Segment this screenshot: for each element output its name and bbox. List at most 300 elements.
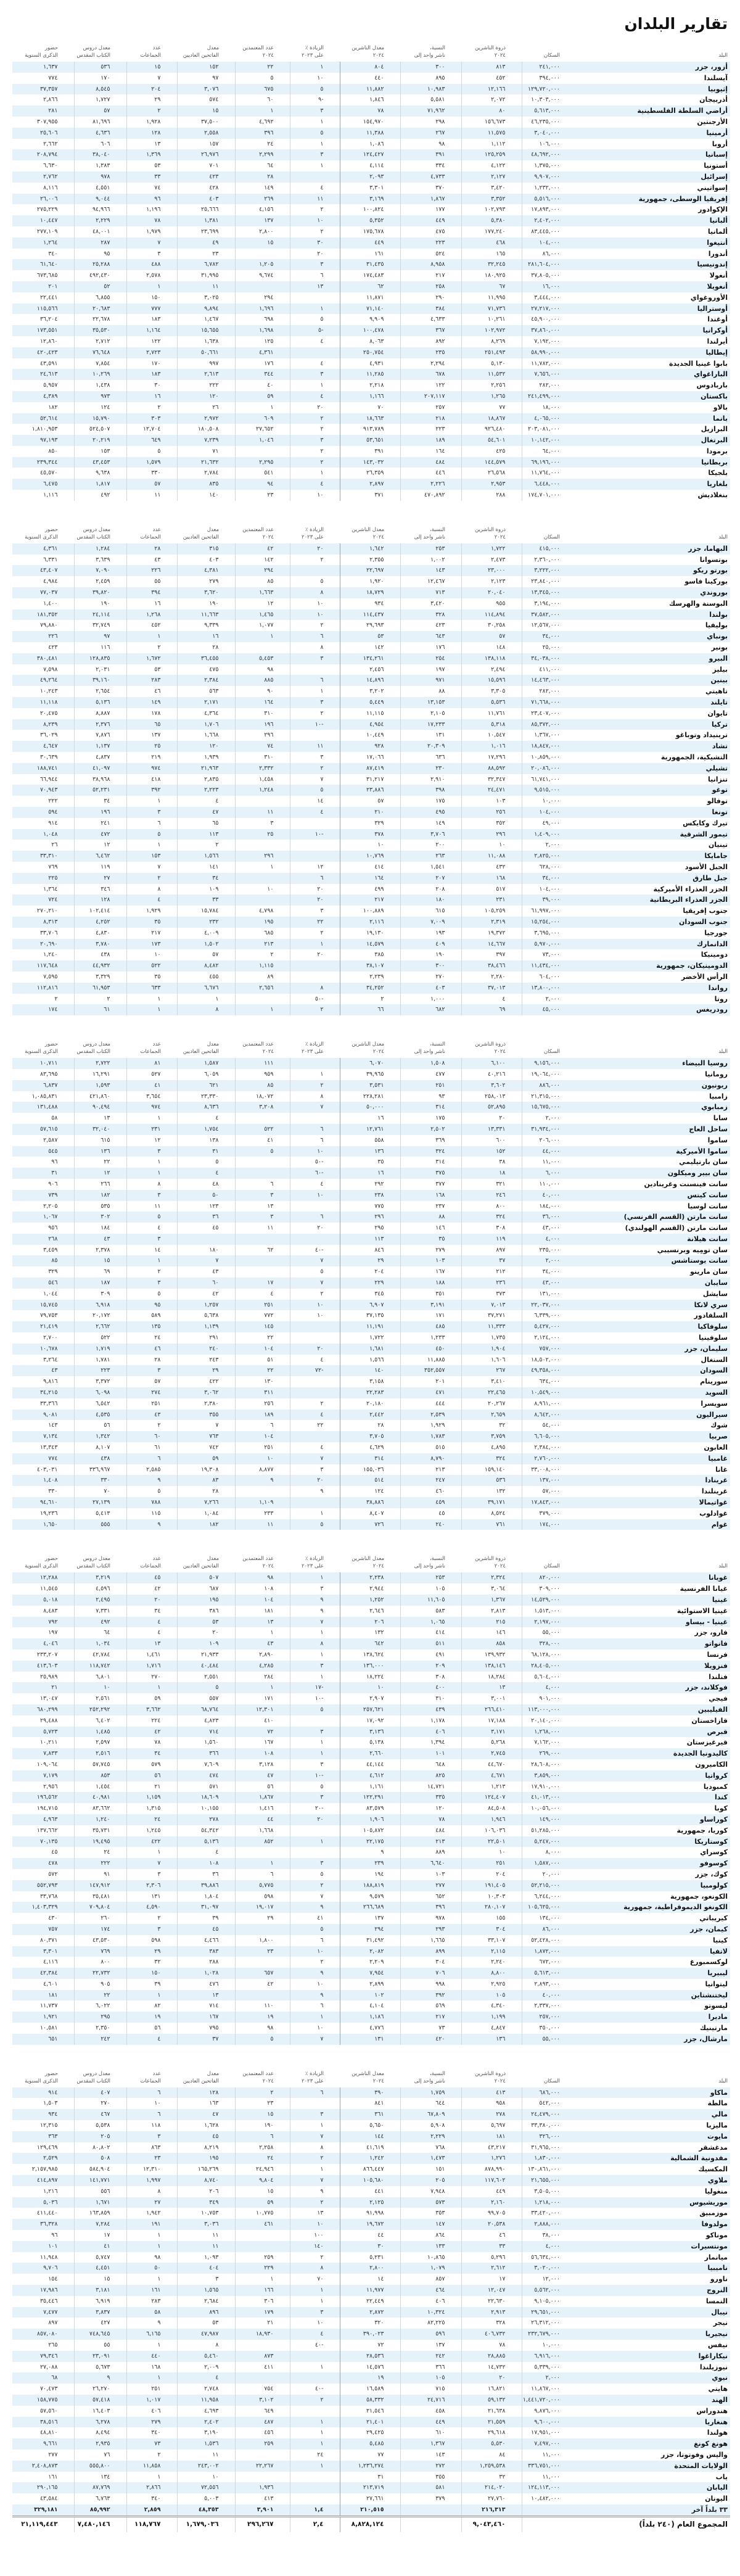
cell-ratio: ٢,٢٢٦ [400,479,461,490]
cell-baptized: ٢٢ [235,1365,290,1376]
cell-peak-publishers: ٣,١٧١ [461,1727,522,1738]
cell-bible-studies: ٤٩٢ [74,1617,126,1628]
cell-ratio: ٨٩٢ [400,336,461,347]
cell-congregations: ٧ [126,1858,177,1869]
cell-congregations: ٦ [126,1453,177,1464]
cell-memorial-attendance: ١٠٩,٠٦٤ [36,1761,58,1768]
cell-population: ٦٣٤,٠٠٠ [522,1376,576,1387]
cell-ratio: ١,٩٢٩ [400,1420,461,1431]
cell-congregations: ٤٥ [126,1572,177,1583]
cell-congregations: ٤٢ [126,1727,177,1738]
cell-bible-studies: ١١٩ [74,862,126,873]
cell-baptized: ٢ [235,949,290,960]
cell-increase-percent: ١ [290,2285,340,2296]
cell-average-publishers: ٩,٩٠٩ [340,314,400,325]
cell-population: ١٠٤,٠٠٠ [522,884,576,895]
cell-congregations: ١ [126,1847,177,1858]
cell-baptized: ١٦٧ [235,1737,290,1748]
cell-average-publishers: ٣٧١ [340,490,400,501]
cell-average-publishers: ٥,١٣٨ [340,1737,400,1748]
cell-increase-percent: ٥ [290,1519,340,1530]
cell-congregations: ٦١ [126,1442,177,1453]
cell-bible-studies: ٣٩,١٦٠ [74,675,126,686]
cell-population: ٢٥,٠٠٠ [522,642,576,653]
cell-increase-percent [290,1234,340,1245]
cell-memorial-attendance: ٧٩,٨٨٠ [39,622,58,629]
table-row [12,303,730,315]
cell-average-publishers: ١٦,٥٨٩ [340,2384,400,2395]
cell-average-publishers: ٩١٣,٧٨٩ [340,424,400,435]
cell-population: ١١,٧٦٤,٠٠٠ [522,468,576,479]
cell-country: نيفس [707,2341,728,2349]
table-row [12,1606,730,1617]
cell-peak-publishers: ٨,٨٠٠ [461,1968,522,1979]
cell-increase-percent: ١٤ [290,796,340,807]
cell-memorial-attendance: ١٣,٣٤٣ [39,1444,58,1451]
cell-regular-pioneers: ٤٥ [177,1223,235,1234]
cell-baptized: ٤٣ [235,1638,290,1649]
cell-baptized: ٦٢ [235,1245,290,1256]
cell-baptized [235,249,290,260]
cell-population: ٣١,٩٣٤,٠٠٠ [522,1124,576,1135]
cell-average-publishers: ١,٩٢٠ [340,576,400,587]
cell-memorial-attendance: ٧٧٤ [12,1453,74,1464]
cell-country: بالاو [713,403,728,411]
cell-average-publishers: ١,٦٤٢ [340,543,400,555]
cell-bible-studies: ٣٥,٥٣٠ [74,325,126,336]
cell-peak-publishers: ٢,٤٩٤ [461,664,522,675]
table-row [12,1442,730,1453]
cell-increase-percent: ٦ [290,1124,340,1135]
cell-bible-studies: ٦١٥ [74,1135,126,1146]
cell-baptized: ٧٥٤ [235,2384,290,2395]
cell-memorial-attendance: ٣٨,٥١٦ [12,2417,74,2428]
cell-bible-studies: ١,٢٤٠ [74,1814,126,1825]
cell-population: ١١,٤٣٤,٠٠٠ [522,960,576,972]
cell-average-publishers: ١٧٤,٤٨٣ [340,270,400,281]
cell-congregations: ٣٤٠ [126,2427,177,2438]
cell-ratio: ٣٥٥ [400,2472,461,2483]
cell-regular-pioneers: ١,٥٦٠ [177,1737,235,1748]
cell-peak-publishers: ١٧,٢٩٦ [461,752,522,763]
cell-peak-publishers: ٣٧ [461,1255,522,1266]
cell-memorial-attendance: ٣,٤٥٩ [43,1246,58,1253]
cell-memorial-attendance: ٤٣,٤٠٧ [12,565,74,576]
cell-population: ٥٤٢,٠٠٠ [522,2098,576,2109]
cell-peak-publishers: ٢٤,٤٧١ [461,785,522,796]
cell-regular-pioneers: ٤٧٤ [177,1770,235,1781]
cell-ratio: ٢٠٨ [400,884,461,895]
cell-peak-publishers: ٢٥١,٤٩٣ [461,347,522,358]
cell-country: باربادوس [696,381,728,390]
cell-congregations: ٣٥ [126,917,177,928]
cell-country: الإكوادور [698,205,728,214]
cell-ratio: ٣٩٢ [400,1990,461,2001]
cell-regular-pioneers: ١١ [177,2450,235,2461]
cell-increase-percent [290,664,340,675]
cell-country: تشاد [576,741,730,752]
cell-increase-percent: ٢ [290,620,340,631]
cell-peak-publishers: ١١٧,٦٠٢ [461,2175,522,2186]
cell-baptized: ٨٩ [235,972,290,983]
cell-regular-pioneers: ٣١٥ [177,543,235,555]
cell-congregations: ٣٥ [126,972,177,983]
cell-peak-publishers: ٥,٦٩٧ [461,2120,522,2131]
cell-bible-studies: ٣٣٦,٩٦٧ [74,1464,126,1476]
cell-peak-publishers: ١٠٥,٢٥٩ [461,906,522,917]
cell-bible-studies: ١١٦ [74,642,126,653]
cell-regular-pioneers: ٢٤٣,٠٠٢ [177,2461,235,2472]
cell-population: ٨,٠٠٠ [522,1847,576,1858]
cell-bible-studies: ٧٤٨,٦٤٥ [74,2329,126,2340]
cell-country: تيمور الشرقية [576,829,730,840]
cell-average-publishers: ٣,٢٠٢ [340,686,400,697]
table-row [12,105,730,117]
cell-bible-studies: ١٤٧,٩١٢ [74,1880,126,1891]
cell-regular-pioneers: ٢٣ [177,249,235,260]
cell-regular-pioneers: ١,٦٢٨ [177,2120,235,2131]
cell-ratio: ٥,٩٠٨ [400,2120,461,2131]
cell-peak-publishers: ١٤,٧٣٢ [461,2362,522,2373]
cell-average-publishers: ٤١٤ [340,862,400,873]
cell-peak-publishers: ٨١٣ [461,62,522,73]
cell-increase-percent: ٢ [290,424,340,435]
cell-population: ٣,٢٢٢,٠٠٠ [522,565,576,576]
cell-country: كوسوفو [576,1858,730,1869]
grand-total-row [12,2516,730,2532]
cell-memorial-attendance: ٧٠,٩٤٣ [12,785,74,796]
cell-congregations: ٢ [126,105,177,117]
cell-ratio: ١٦٨ [400,1190,461,1201]
cell-average-publishers: ٢٥٧,٦٢١ [340,1704,400,1715]
cell-baptized [235,1266,290,1278]
table-row [12,249,730,260]
header-congregations: عدد الجماعات [140,1041,161,1055]
cell-ratio: ٤٤٩ [400,2417,461,2428]
table-row [12,2362,730,2373]
cell-congregations: ١ [126,2472,177,2483]
cell-increase-percent: ٧ [290,1453,340,1464]
cell-regular-pioneers: ٥,١٣٦ [177,1836,235,1847]
cell-population: ٦٨٦,٠٠٠ [522,2087,576,2099]
cell-bible-studies: ٤٣,٤٥٣ [74,457,126,468]
cell-average-publishers: ١٨,٢٢٤ [340,1672,400,1683]
cell-peak-publishers: ١,٦٠٦ [461,1355,522,1366]
cell-ratio: ٣٥٢,٥٥٧ [400,1365,461,1376]
cell-regular-pioneers: ٤٥٥ [177,972,235,983]
table-row [12,1572,730,1583]
cell-baptized [235,1847,290,1858]
cell-regular-pioneers: ٣٨٣ [177,1946,235,1957]
cell-ratio: ٣,١٩١ [400,1300,461,1311]
cell-peak-publishers: ١,٣٦٧ [461,1595,522,1606]
cell-peak-publishers: ١٢٥,٢٥٩ [461,149,522,160]
cell-population: ٥,٦١٣,٠٠٠ [522,105,576,117]
cell-bible-studies: ٧,٨٥٤ [74,358,126,369]
cell-memorial-attendance: ٣٣,٣١٠ [12,851,74,862]
cell-country: بونباي [576,631,730,642]
cell-population: ٤٤,٠٠٠ [522,1146,576,1157]
cell-population: ١٧,٩٥١,٠٠٠ [522,2427,576,2438]
cell-baptized [235,1486,290,1497]
cell-average-publishers: ٣٢٩ [340,818,400,829]
table-row [12,884,730,895]
cell-increase-percent: ١٣ [290,281,340,292]
cell-memorial-attendance: ٤١١,٤٤٠ [36,2210,58,2217]
cell-baptized: ١ [235,1004,290,1015]
table-row [12,2438,730,2450]
cell-congregations: ٥٧٩ [126,1759,177,1770]
cell-average-publishers: ٨,٨٢٨,١٢٤ [340,2516,400,2532]
header-country: البلد [718,1563,728,1570]
cell-ratio: ٤٥ [400,1508,461,1519]
cell-average-publishers: ١٣٢ [340,1627,400,1638]
cell-memorial-attendance: ٣٢٩ [48,1268,58,1276]
cell-peak-publishers: ٢٩,٦١٨ [461,2427,522,2438]
cell-baptized: ٥١ [235,1355,290,1366]
cell-ratio: ١٠٣ [400,1869,461,1880]
cell-ratio: ١,٣٦٧ [400,2438,461,2450]
cell-memorial-attendance: ٢ [54,995,58,1002]
cell-increase-percent: ٣ [290,1858,340,1869]
cell-baptized: ٩٥٩ [235,1069,290,1080]
table-row [12,369,730,380]
table-row [12,2208,730,2219]
table-row [12,2263,730,2274]
cell-average-publishers: ١٥٥,٠٣٦ [340,1464,400,1476]
cell-ratio: ٧٦٨ [400,2142,461,2153]
cell-memorial-attendance: ٩٧,١٩٣ [12,435,74,446]
cell-country: بريطانيا [576,457,730,468]
cell-average-publishers: ٢٩,٤٢٥ [340,2427,400,2438]
cell-increase-percent: -١٠ [290,1770,340,1781]
cell-peak-publishers: ٧١,٧٣٦ [461,303,522,315]
cell-memorial-attendance: ٧٦٩ [48,863,58,870]
cell-ratio: ٤٥٩ [400,1497,461,1508]
cell-bible-studies: ٣٥,٤٨١ [74,1891,126,1902]
table-row [12,1245,730,1256]
cell-average-publishers: ١٠٥,٦٨٠ [340,2175,400,2186]
table-row [12,194,730,205]
cell-congregations: ١٦٨ [126,2362,177,2373]
cell-bible-studies: ٦,٠٩٨ [74,1387,126,1398]
cell-increase-percent: ١٠ [290,1146,340,1157]
cell-congregations: ٣٣ [126,171,177,183]
cell-country: الرأس الأخضر [681,972,728,981]
cell-baptized: ١٤٥ [235,1321,290,1332]
table-row [12,1157,730,1168]
cell-average-publishers: ٢٩ [340,1255,400,1266]
cell-regular-pioneers: ٧١٤ [177,1727,235,1738]
cell-regular-pioneers: ١٦ [177,631,235,642]
cell-memorial-attendance: ٨٥٠ [48,447,58,455]
cell-increase-percent: -١٧ [290,1682,340,1693]
cell-peak-publishers: ٤٤٩ [461,2186,522,2197]
cell-peak-publishers: ٣,٤٢٠ [461,183,522,194]
cell-average-publishers: ١٩,١٣٠ [340,928,400,939]
table-row [12,1672,730,1683]
cell-congregations: ٤١٨ [126,774,177,785]
table-row [12,1836,730,1847]
cell-increase-percent [290,1321,340,1332]
cell-baptized: ١ [235,1627,290,1638]
cell-population: ٢,٨٩٣,٠٠٠ [522,1979,576,1990]
cell-ratio: ٦٨٢ [400,1004,461,1015]
cell-increase-percent [290,1847,340,1858]
cell-population: ٣١,٩٦٥,٠٠٠ [522,2142,576,2153]
header-increase-percent: الزيادة ٪ على ٢٠٢٣ [302,45,324,59]
cell-average-publishers: ١,٩٠٦ [340,1814,400,1825]
cell-memorial-attendance: ٢٥,٩٨٩ [39,1673,58,1680]
cell-ratio: ٨,٩٥٨ [400,259,461,270]
cell-memorial-attendance: ٨,٣١٣ [12,917,74,928]
header-bible-studies: معدل دروس الكتاب المقدس [76,2070,110,2084]
cell-peak-publishers: ٤٦٨ [461,237,522,249]
cell-country: سانت فينسنت وغرينادين [644,1179,728,1188]
cell-bible-studies: ١٥ [74,2274,126,2285]
cell-memorial-attendance: ٧,٨٣٣ [12,1748,74,1759]
cell-population: ٥,٣٣٩,٠٠٠ [522,2362,576,2373]
header-peak-publishers: ذروة الناشرين ٢٠٢٤ [475,1556,506,1570]
cell-congregations: ١١ [126,490,177,501]
cell-congregations: ١ [126,994,177,1005]
cell-peak-publishers: ٣٢ [461,1420,522,1431]
cell-increase-percent: ٢ [290,204,340,215]
cell-baptized [235,796,290,807]
cell-increase-percent: ٣ [290,259,340,270]
cell-average-publishers: ١١,٢٨٥ [340,369,400,380]
cell-increase-percent [290,2098,340,2109]
cell-average-publishers: ٢٢٩ [340,1278,400,1289]
cell-country: ياب [715,2472,728,2481]
cell-population: ٥,٩٧٠,٠٠٠ [522,939,576,950]
cell-population: ١٢,٥٦٧,٠٠٠ [522,620,576,631]
cell-baptized: ٤,٢٨٥ [235,1661,290,1672]
cell-baptized: ٥٩٨ [235,1891,290,1902]
cell-bible-studies: ٤,٥٣٥ [74,1410,126,1421]
table-row [12,1497,730,1508]
cell-peak-publishers: ٢٣٦ [461,1278,522,1289]
cell-ratio: ٥٩٦ [400,2329,461,2340]
table-row [12,226,730,237]
cell-regular-pioneers: ٤ [177,2372,235,2384]
cell-ratio: ٢٣٥ [400,347,461,358]
cell-ratio: ٩٣ [400,1091,461,1102]
cell-average-publishers: ٥,٦٥٠ [340,2120,400,2131]
cell-population: ٤٩,٠٠٠ [522,818,576,829]
cell-population: ١٠٦,٠٠٠ [522,139,576,150]
cell-peak-publishers: ٢١,٥٥٩ [461,2417,522,2428]
cell-baptized: ١١١ [235,1058,290,1069]
cell-country: فوكلاند، جزر [576,1682,730,1693]
cell-ratio: ١٣,١٥٣ [400,697,461,708]
cell-population: ١٦,٠٠٠ [522,281,576,292]
cell-baptized: ٣١٠ [235,708,290,719]
table-row [12,917,730,928]
cell-baptized: ٥٦ [235,1781,290,1793]
cell-ratio: ٣٠٠ [400,960,461,972]
cell-regular-pioneers: ٣٤٩ [177,2197,235,2208]
cell-increase-percent [290,1332,340,1344]
cell-increase-percent: ١ [290,139,340,150]
table-header-row [12,2065,730,2087]
cell-regular-pioneers: ١١,٩٥٨ [177,2395,235,2406]
cell-ratio: ٢٦٧ [400,128,461,139]
cell-baptized: ٦٠ [235,94,290,105]
cell-peak-publishers: ٤١٣ [461,2087,522,2099]
cell-memorial-attendance: ٣٧,٣٥٧ [12,84,74,95]
cell-memorial-attendance: ٣٦٣ [12,2131,74,2142]
cell-congregations: ٥٧ [126,479,177,490]
cell-peak-publishers: ٢,٩١٣ [461,2307,522,2318]
cell-average-publishers: ٢٩٢ [340,1179,400,1190]
cell-increase-percent: ٢٢ [290,1420,340,1431]
cell-bible-studies: ٦٩ [74,1266,126,1278]
cell-increase-percent: ١٣ [290,2208,340,2219]
cell-country: بونير [711,643,728,652]
cell-country: السنغال [701,1355,728,1364]
cell-peak-publishers: ٣,٣٥٢ [461,194,522,205]
cell-population: ٦,٩١٦,٠٠٠ [522,2351,576,2362]
cell-ratio: ١٨٨ [400,1278,461,1289]
cell-country: سانت يوستاشس [576,1255,730,1266]
cell-regular-pioneers: ٢,٥٥٨ [177,128,235,139]
cell-ratio: ٢٧٠ [400,972,461,983]
cell-increase-percent: -٥ [290,325,340,336]
cell-population: ١٣٧,٠٠٠ [522,1475,576,1486]
cell-memorial-attendance: ٢٦٨ [12,1234,74,1245]
table-row [12,565,730,576]
cell-increase-percent: ٣ [290,369,340,380]
cell-average-publishers: ٢٩٥ [340,1223,400,1234]
cell-ratio: ١٢,٤٦٧ [400,576,461,587]
cell-baptized: ٢٥ [235,829,290,840]
cell-baptized: ٤٢ [235,1979,290,1990]
cell-memorial-attendance: ١,٤٠٣,٣٢٩ [12,1902,74,1913]
cell-increase-percent: ٥ [290,576,340,587]
cell-population: ٤٥,٠٠٠ [522,1004,576,1015]
table-row [12,2175,730,2186]
cell-ratio: ٣٩٨ [400,785,461,796]
cell-bible-studies: ٢,٣٥٠ [74,2023,126,2034]
cell-memorial-attendance: ٤١٣,٦٠٣ [12,1661,74,1672]
cell-peak-publishers: ٢,١٢٣ [461,576,522,587]
table-row [12,1300,730,1311]
cell-peak-publishers: ٤,٨٩٥ [461,1442,522,1453]
cell-memorial-attendance: ١,٩٢١ [12,2012,74,2023]
cell-regular-pioneers: ١٤٠ [177,490,235,501]
cell-congregations: ١٥٠ [126,292,177,303]
cell-peak-publishers: ١٠,٥٤٧ [461,730,522,741]
cell-increase-percent: ٣ [290,653,340,664]
table-row [12,587,730,598]
cell-memorial-attendance: ٩٣٤ [12,2109,74,2120]
cell-average-publishers: ٢٩٤ [340,1924,400,1935]
cell-country: سيراليون [576,1410,730,1421]
cell-ratio: ١٨٩ [400,435,461,446]
cell-congregations: ٤٢ [126,1583,177,1595]
cell-bible-studies: ١٠٢,٤١٤ [74,906,126,917]
header-memorial-attendance: حضور الذكرى السنوية [25,1556,58,1570]
cell-increase-percent: ٢٠ [290,1344,340,1355]
cell-memorial-attendance: ١١,٧٣٧ [39,2002,58,2010]
cell-average-publishers: ٢٨ [340,1420,400,1431]
table-row [12,1770,730,1781]
cell-average-publishers: ٣١ [340,2472,400,2483]
table-row [12,160,730,171]
cell-regular-pioneers: ٨٩٦ [177,2307,235,2318]
cell-country: الفيليبين [576,1704,730,1715]
